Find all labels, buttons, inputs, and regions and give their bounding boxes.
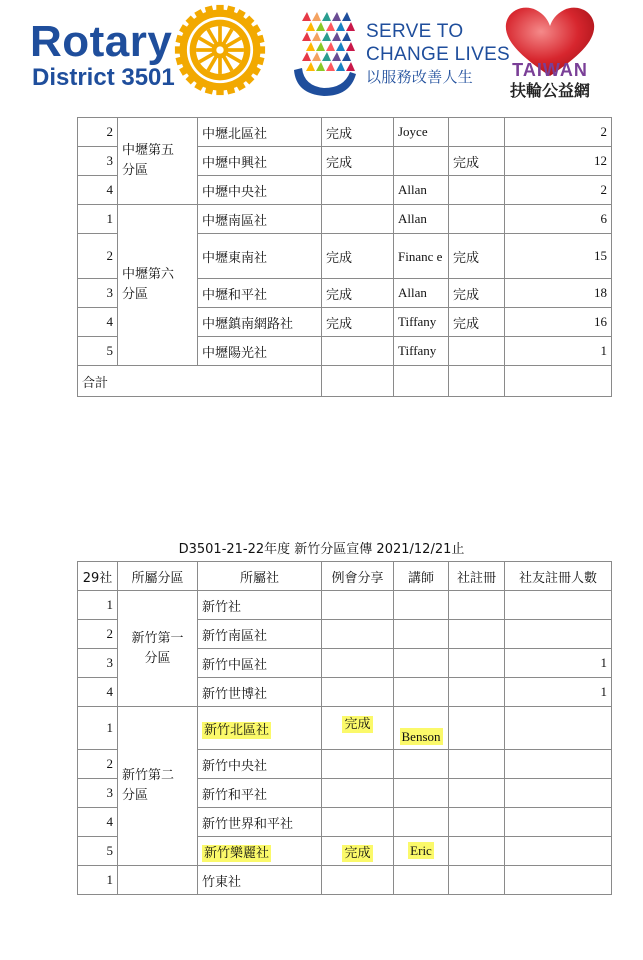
table-zhongli (77, 117, 612, 397)
total-cell (505, 366, 612, 397)
district-group: 中壢第五 分區 (118, 118, 198, 205)
row-number: 2 (78, 620, 118, 649)
member-count: 1 (505, 678, 612, 707)
club-name: 新竹中區社 (198, 649, 322, 678)
member-count (505, 866, 612, 895)
member-count (505, 620, 612, 649)
page-header (0, 0, 643, 105)
row-number: 5 (78, 837, 118, 866)
share-status: 完成 (322, 118, 394, 147)
club-registration (449, 591, 505, 620)
share-status (322, 866, 394, 895)
total-label: 合計 (78, 366, 322, 397)
member-count: 6 (505, 205, 612, 234)
speaker: Tiffany (394, 308, 449, 337)
serve-line-3: 以服務改善人生 (366, 68, 474, 86)
fulun-logo-text: 扶輪公益網 (509, 81, 590, 100)
share-status: 完成 (322, 147, 394, 176)
member-count (505, 779, 612, 808)
district-group: 新竹第二 分區 (118, 707, 198, 866)
member-count: 1 (505, 337, 612, 366)
district-group (118, 866, 198, 895)
speaker (394, 779, 449, 808)
table-row (78, 866, 612, 895)
club-name: 新竹中央社 (198, 750, 322, 779)
club-registration (449, 837, 505, 866)
club-registration: 完成 (449, 234, 505, 279)
row-number: 3 (78, 147, 118, 176)
header-count: 29社 (78, 562, 118, 591)
speaker-highlight: Eric (410, 843, 432, 858)
serve-line-2: CHANGE LIVES (366, 44, 511, 65)
district-label: District 3501 (32, 64, 175, 91)
share-status (322, 176, 394, 205)
share-status (322, 808, 394, 837)
total-cell (394, 366, 449, 397)
table-title: D3501-21-22年度 新竹分區宣傳 2021/12/21止 (178, 542, 465, 557)
club-registration (449, 620, 505, 649)
row-number: 2 (78, 118, 118, 147)
total-cell (449, 366, 505, 397)
serve-to-change-lives-icon (290, 8, 360, 100)
district-group: 中壢第六 分區 (118, 205, 198, 366)
member-count (505, 808, 612, 837)
rotary-logo-text: Rotary (30, 17, 173, 66)
speaker (394, 750, 449, 779)
club-name: 中壢陽光社 (198, 337, 322, 366)
member-count: 16 (505, 308, 612, 337)
row-number: 5 (78, 337, 118, 366)
share-status: 完成 (322, 279, 394, 308)
speaker: Allan (394, 176, 449, 205)
speaker (394, 649, 449, 678)
share-status (322, 591, 394, 620)
share-highlight: 完成 (344, 717, 371, 732)
speaker (394, 678, 449, 707)
club-registration (449, 337, 505, 366)
speaker (394, 591, 449, 620)
club-registration: 完成 (449, 279, 505, 308)
club-name: 新竹世博社 (198, 678, 322, 707)
club-name: 中壢東南社 (198, 234, 322, 279)
total-row (78, 366, 612, 397)
member-count (505, 837, 612, 866)
speaker: Tiffany (394, 337, 449, 366)
club-name: 竹東社 (198, 866, 322, 895)
row-number: 3 (78, 779, 118, 808)
row-number: 3 (78, 279, 118, 308)
row-number: 1 (78, 205, 118, 234)
table-row (78, 205, 612, 234)
header-district: 所屬分區 (118, 562, 198, 591)
member-count (505, 750, 612, 779)
club-registration (449, 176, 505, 205)
club-name: 中壢和平社 (198, 279, 322, 308)
speaker (394, 620, 449, 649)
share-status (322, 205, 394, 234)
club-name: 中壢鎮南網路社 (198, 308, 322, 337)
speaker (394, 866, 449, 895)
row-number: 3 (78, 649, 118, 678)
table-row (78, 118, 612, 147)
serve-slogan (366, 20, 510, 89)
club-name (198, 707, 322, 750)
table-row (78, 707, 612, 750)
total-cell (322, 366, 394, 397)
club-registration (449, 808, 505, 837)
club-name-highlight: 新竹樂麗社 (204, 845, 270, 861)
club-name: 新竹南區社 (198, 620, 322, 649)
club-name (198, 837, 322, 866)
speaker: Joyce (394, 118, 449, 147)
row-number: 1 (78, 866, 118, 895)
speaker: Financ e (394, 234, 449, 279)
speaker: Allan (394, 279, 449, 308)
club-name: 中壢中興社 (198, 147, 322, 176)
share-status (322, 337, 394, 366)
club-registration: 完成 (449, 308, 505, 337)
header-registration: 社註冊 (449, 562, 505, 591)
speaker (394, 147, 449, 176)
rotary-wheel-icon (174, 4, 266, 96)
club-registration (449, 866, 505, 895)
club-registration (449, 205, 505, 234)
serve-line-1: SERVE TO (366, 21, 464, 42)
share-status: 完成 (322, 234, 394, 279)
row-number: 4 (78, 308, 118, 337)
member-count: 2 (505, 118, 612, 147)
club-registration (449, 649, 505, 678)
share-status: 完成 (322, 308, 394, 337)
header-speaker: 講師 (394, 562, 449, 591)
club-name: 中壢中央社 (198, 176, 322, 205)
speaker: Allan (394, 205, 449, 234)
header-share: 例會分享 (322, 562, 394, 591)
speaker (394, 837, 449, 866)
member-count: 18 (505, 279, 612, 308)
member-count: 2 (505, 176, 612, 205)
club-registration (449, 707, 505, 750)
row-number: 2 (78, 750, 118, 779)
row-number: 4 (78, 176, 118, 205)
share-highlight: 完成 (344, 845, 371, 861)
share-status (322, 649, 394, 678)
share-status (322, 837, 394, 866)
member-count (505, 591, 612, 620)
speaker-highlight: Benson (401, 729, 441, 744)
row-number: 1 (78, 707, 118, 750)
club-registration (449, 779, 505, 808)
share-status (322, 678, 394, 707)
row-number: 1 (78, 591, 118, 620)
club-registration: 完成 (449, 147, 505, 176)
club-name: 中壢北區社 (198, 118, 322, 147)
district-group: 新竹第一 分區 (118, 591, 198, 707)
member-count: 1 (505, 649, 612, 678)
club-registration (449, 118, 505, 147)
share-status (322, 750, 394, 779)
club-name-highlight: 新竹北區社 (204, 722, 270, 738)
member-count (505, 707, 612, 750)
speaker (394, 707, 449, 750)
row-number: 2 (78, 234, 118, 279)
table-hsinchu (77, 561, 612, 895)
taiwan-logo-text: TAIWAN (512, 60, 588, 80)
club-name: 中壢南區社 (198, 205, 322, 234)
share-status (322, 779, 394, 808)
club-name: 新竹社 (198, 591, 322, 620)
header-club: 所屬社 (198, 562, 322, 591)
club-registration (449, 750, 505, 779)
table-row (78, 591, 612, 620)
share-status (322, 620, 394, 649)
club-name: 新竹世界和平社 (198, 808, 322, 837)
club-name: 新竹和平社 (198, 779, 322, 808)
row-number: 4 (78, 678, 118, 707)
header-member-count: 社友註冊人數 (505, 562, 612, 591)
share-status (322, 707, 394, 750)
member-count: 12 (505, 147, 612, 176)
table-header-row (78, 562, 612, 591)
speaker (394, 808, 449, 837)
member-count: 15 (505, 234, 612, 279)
club-registration (449, 678, 505, 707)
row-number: 4 (78, 808, 118, 837)
